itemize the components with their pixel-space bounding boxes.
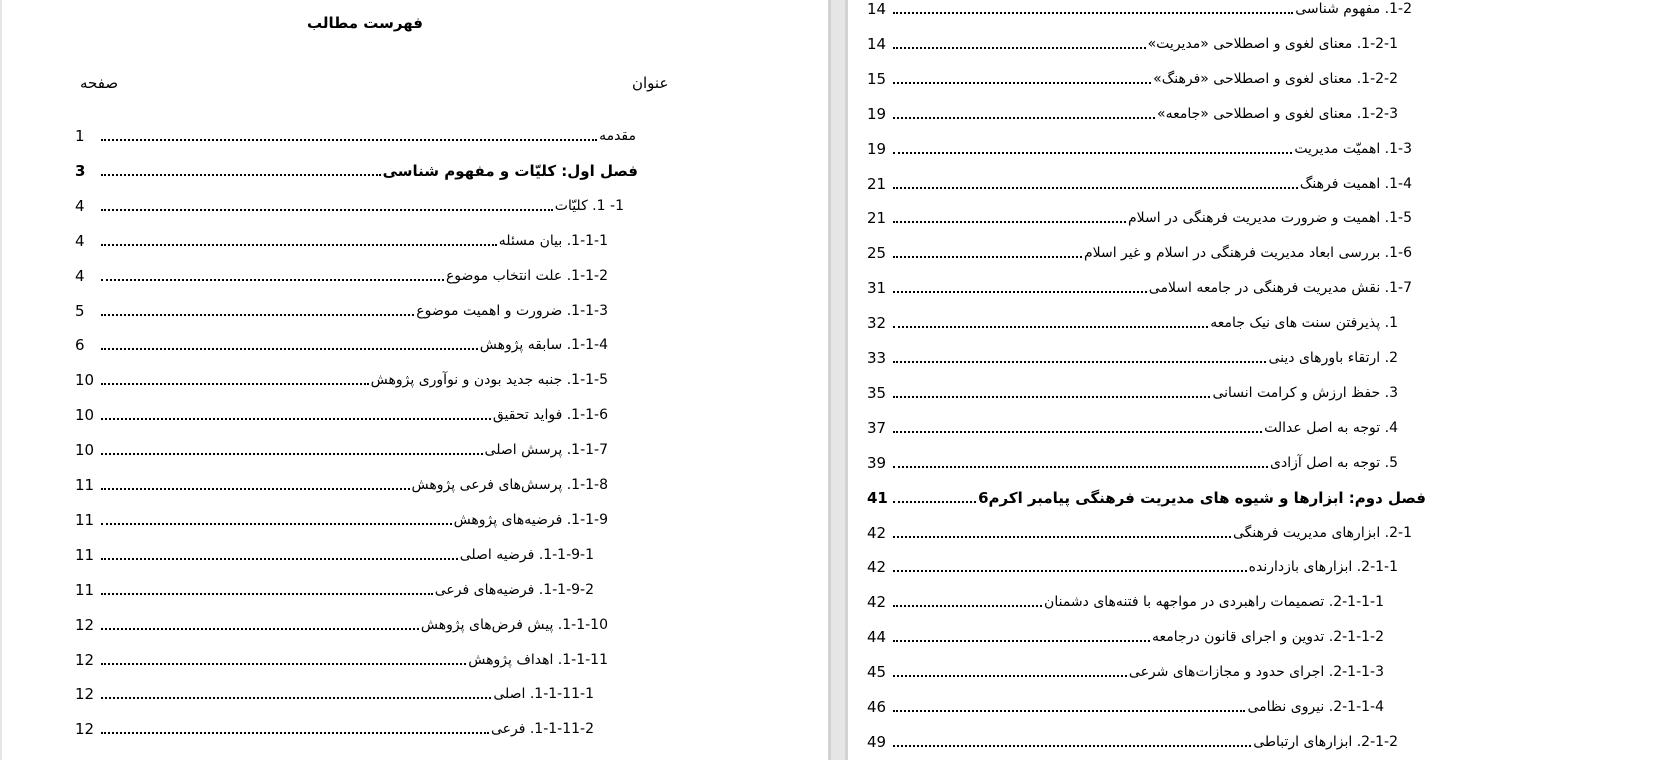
dot-leader <box>101 174 381 176</box>
dot-leader <box>101 383 369 385</box>
dot-leader <box>101 732 489 734</box>
toc-entry-page-number: 11 <box>75 580 95 599</box>
toc-entry-page-number: 4 <box>75 196 85 215</box>
toc-entry-title: 1-1-7. پرسش اصلی <box>484 442 608 459</box>
toc-entry[interactable] <box>75 227 608 251</box>
toc-entry-page-number: 19 <box>867 104 887 123</box>
dot-leader <box>893 605 1042 607</box>
toc-entry-page-number: 11 <box>75 510 95 529</box>
toc-entry-title: 2-1-1-2. تدوین و اجرای قانون درجامعه <box>1152 629 1384 646</box>
toc-entry-title: 1- 1. کلیّات <box>554 197 624 214</box>
dot-leader <box>101 244 497 246</box>
toc-entry-page-number: 21 <box>867 174 887 193</box>
toc-entry-title: 2. ارتقاء باورهای دینی <box>1268 350 1398 366</box>
toc-entry-page-number: 42 <box>867 593 887 612</box>
dot-leader <box>101 348 478 350</box>
toc-entry-page-number: 1 <box>75 127 85 145</box>
toc-entry-page-number: 37 <box>867 418 887 437</box>
toc-entry[interactable] <box>867 449 1398 473</box>
dot-leader <box>101 453 483 455</box>
toc-entry-page-number: 46 <box>867 698 887 716</box>
dot-leader <box>893 256 1082 258</box>
toc-entry-page-number: 15 <box>867 69 887 88</box>
toc-entry[interactable] <box>75 366 608 390</box>
toc-entry-title: 1-1-2. علت انتخاب موضوع <box>445 267 608 284</box>
page-shadow <box>828 0 831 760</box>
toc-entry-page-number: 11 <box>75 545 95 564</box>
toc-entry[interactable] <box>867 30 1398 54</box>
toc-title: فهرست مطالب <box>307 14 423 32</box>
toc-entry[interactable] <box>75 436 608 460</box>
toc-entry[interactable] <box>75 680 594 704</box>
dot-leader <box>101 558 458 560</box>
toc-entry[interactable] <box>867 519 1412 543</box>
dot-leader <box>893 82 1151 84</box>
toc-entry-title: 1-1-11-2. فرعی <box>490 721 594 738</box>
dot-leader <box>101 418 491 420</box>
toc-entry[interactable] <box>75 715 594 739</box>
toc-entry-title: 1-2-2. معنای لغوی و اصطلاحی «فرهنگ» <box>1153 70 1398 87</box>
dot-leader <box>893 431 1262 433</box>
toc-entry-title: 1-1-9-2. فرضیه‌های فرعی <box>434 581 594 598</box>
toc-entry[interactable] <box>75 506 608 530</box>
dot-leader <box>101 209 553 211</box>
toc-entry[interactable] <box>75 471 608 495</box>
dot-leader <box>893 675 1127 677</box>
toc-entry[interactable] <box>75 541 594 565</box>
toc-entry-page-number: 4 <box>75 266 85 285</box>
toc-entry-page-number: 12 <box>75 685 95 704</box>
toc-entry[interactable] <box>867 693 1384 717</box>
dot-leader <box>101 314 414 316</box>
toc-entry[interactable] <box>867 204 1412 228</box>
toc-entry[interactable] <box>867 239 1412 263</box>
toc-entry-page-number: 42 <box>867 523 887 542</box>
toc-entry-title: 1-1-11-1. اصلی <box>493 686 594 703</box>
page-shadow <box>845 0 848 760</box>
toc-entry[interactable] <box>75 157 638 181</box>
toc-entry-title: 1-1-1. بیان مسئله <box>498 232 608 249</box>
toc-entry-page-number: 39 <box>867 453 887 472</box>
dot-leader <box>893 12 1293 14</box>
toc-entry[interactable] <box>75 611 608 635</box>
toc-entry-title: 2-1-1-4. نیروی نظامی <box>1247 699 1384 715</box>
toc-entry-title: 2-1-2. ابزارهای ارتباطی <box>1253 733 1398 750</box>
toc-entry-page-number: 5 <box>75 301 85 320</box>
dot-leader <box>893 710 1245 712</box>
toc-entry[interactable] <box>75 401 608 425</box>
dot-leader <box>101 628 419 630</box>
toc-entry-page-number: 10 <box>75 371 95 390</box>
toc-entry-title: 2-1-1. ابزارهای بازدارنده <box>1248 559 1398 576</box>
toc-entry-page-number: 35 <box>867 383 887 402</box>
toc-entry-page-number: 19 <box>867 139 887 158</box>
toc-entry-title: 1-1-6. فواید تحقیق <box>492 407 608 424</box>
dot-leader <box>893 291 1147 293</box>
dot-leader <box>893 640 1150 642</box>
toc-entry-title: 1-1-4. سابقه پژوهش <box>479 337 608 354</box>
dot-leader <box>893 361 1266 363</box>
toc-entry[interactable] <box>75 576 594 600</box>
document-page-right <box>848 0 1662 760</box>
dot-leader <box>893 187 1298 189</box>
dot-leader <box>893 466 1268 468</box>
dot-leader <box>893 326 1208 328</box>
toc-entry-page-number: 25 <box>867 244 887 263</box>
toc-entry[interactable] <box>867 344 1398 368</box>
toc-entry-title: فصل دوم: ابزارها و شیوه های مدیریت فرهنگی پیامبر اکرم6 <box>978 488 1426 507</box>
toc-entry-page-number: 44 <box>867 628 887 647</box>
toc-entry-title: 1-1-11. اهداف پژوهش <box>468 651 608 668</box>
toc-entry[interactable] <box>867 414 1398 438</box>
toc-entry-title: 1-1-10. پیش فرض‌های پژوهش <box>420 616 608 633</box>
toc-entry[interactable] <box>867 658 1384 682</box>
toc-entry[interactable] <box>867 309 1398 333</box>
toc-entry-title: مقدمه <box>599 128 636 144</box>
toc-entry-title: 2-1-1-1. تصمیمات راهبردی در مواجهه با فتنه‌های دشمنان <box>1044 594 1384 611</box>
document-page-left <box>2 0 828 760</box>
toc-entry-page-number: 41 <box>867 488 888 507</box>
toc-entry-page-number: 10 <box>75 406 95 425</box>
toc-entry[interactable] <box>867 65 1398 89</box>
toc-entry[interactable] <box>75 122 636 146</box>
dot-leader <box>893 396 1210 398</box>
dot-leader <box>101 697 491 699</box>
dot-leader <box>101 663 466 665</box>
toc-entry-title: 1-1-9. فرضیه‌های پژوهش <box>453 511 608 528</box>
toc-entry-title: 1-1-9-1. فرضیه اصلی <box>459 546 594 563</box>
toc-entry-title: 1-5. اهمیت و ضرورت مدیریت فرهنگی در اسلام <box>1127 210 1412 227</box>
column-header-title: عنوان <box>632 74 669 92</box>
toc-entry[interactable] <box>867 728 1398 752</box>
toc-entry[interactable] <box>867 100 1398 124</box>
toc-entry-title: 1-3. اهمیّت مدیریت <box>1294 140 1412 157</box>
toc-entry-page-number: 21 <box>867 209 887 228</box>
toc-entry-page-number: 14 <box>867 34 887 53</box>
toc-entry-page-number: 10 <box>75 441 95 460</box>
toc-entry[interactable] <box>867 379 1398 403</box>
toc-entry[interactable] <box>867 588 1384 612</box>
toc-entry[interactable] <box>75 297 608 321</box>
toc-entry-page-number: 12 <box>75 650 95 669</box>
dot-leader <box>893 117 1155 119</box>
toc-entry[interactable] <box>75 262 608 286</box>
toc-entry-page-number: 49 <box>867 732 887 751</box>
toc-entry-title: 4. توجه به اصل عدالت <box>1264 419 1398 436</box>
dot-leader <box>893 745 1251 747</box>
toc-entry-page-number: 14 <box>867 0 887 18</box>
toc-entry-page-number: 6 <box>75 336 85 355</box>
toc-entry-title: 1-6. بررسی ابعاد مدیریت فرهنگی در اسلام و غیر اسلام <box>1083 245 1412 262</box>
dot-leader <box>893 47 1146 49</box>
toc-entry-title: 1-2. مفهوم شناسی <box>1295 1 1412 17</box>
toc-entry[interactable] <box>867 553 1398 577</box>
toc-entry-page-number: 12 <box>75 615 95 634</box>
toc-entry-title: 1-7. نقش مدیریت فرهنگی در جامعه اسلامی <box>1148 280 1412 297</box>
toc-entry-page-number: 31 <box>867 279 887 298</box>
toc-entry-page-number: 11 <box>75 476 95 494</box>
toc-entry[interactable] <box>867 274 1412 298</box>
dot-leader <box>101 279 444 281</box>
toc-entry-page-number: 4 <box>75 231 85 250</box>
toc-entry-page-number: 32 <box>867 314 887 333</box>
toc-entry[interactable] <box>867 135 1412 159</box>
dot-leader <box>101 139 597 141</box>
toc-entry-title: 1. پذیرفتن سنت های نیک جامعه <box>1210 315 1398 332</box>
dot-leader <box>101 488 410 490</box>
dot-leader <box>101 593 433 595</box>
toc-entry-title: 3. حفظ ارزش و کرامت انسانی <box>1212 384 1398 401</box>
dot-leader <box>893 221 1126 223</box>
dot-leader <box>893 152 1292 154</box>
toc-entry-page-number: 42 <box>867 558 887 577</box>
dot-leader <box>893 570 1247 572</box>
toc-entry[interactable] <box>867 623 1384 647</box>
toc-entry-title: 1-2-1. معنای لغوی و اصطلاحی «مدیریت» <box>1147 35 1398 52</box>
toc-entry-page-number: 12 <box>75 720 95 739</box>
toc-entry-title: 1-1-8. پرسش‌های فرعی پژوهش <box>411 477 608 493</box>
toc-entry-title: 1-1-5. جنبه جدید بودن و نوآوری پژوهش <box>370 372 608 389</box>
column-header-page: صفحه <box>80 74 119 92</box>
dot-leader <box>101 523 452 525</box>
toc-entry-title: 2-1-1-3. اجرای حدود و مجازات‌های شرعی <box>1128 664 1384 681</box>
toc-entry-title: فصل اول: کلیّات و مفهوم شناسی <box>382 161 638 180</box>
toc-entry-title: 1-1-3. ضرورت و اهمیت موضوع <box>416 302 608 319</box>
toc-entry[interactable] <box>867 170 1412 194</box>
toc-entry-title: 1-2-3. معنای لغوی و اصطلاحی «جامعه» <box>1157 105 1398 122</box>
toc-entry-title: 5. توجه به اصل آزادی <box>1270 454 1398 471</box>
dot-leader <box>893 501 976 503</box>
toc-entry[interactable] <box>867 0 1412 19</box>
toc-entry-title: 1-4. اهمیت فرهنگ <box>1299 175 1412 192</box>
toc-entry[interactable] <box>75 646 608 670</box>
dot-leader <box>893 536 1231 538</box>
toc-entry-page-number: 45 <box>867 663 887 682</box>
toc-entry-title: 2-1. ابزارهای مدیریت فرهنگی <box>1233 524 1412 541</box>
toc-entry-page-number: 3 <box>75 161 86 180</box>
toc-entry[interactable] <box>867 484 1426 508</box>
toc-entry[interactable] <box>75 192 624 216</box>
toc-entry[interactable] <box>75 331 608 355</box>
toc-entry-page-number: 33 <box>867 349 887 367</box>
